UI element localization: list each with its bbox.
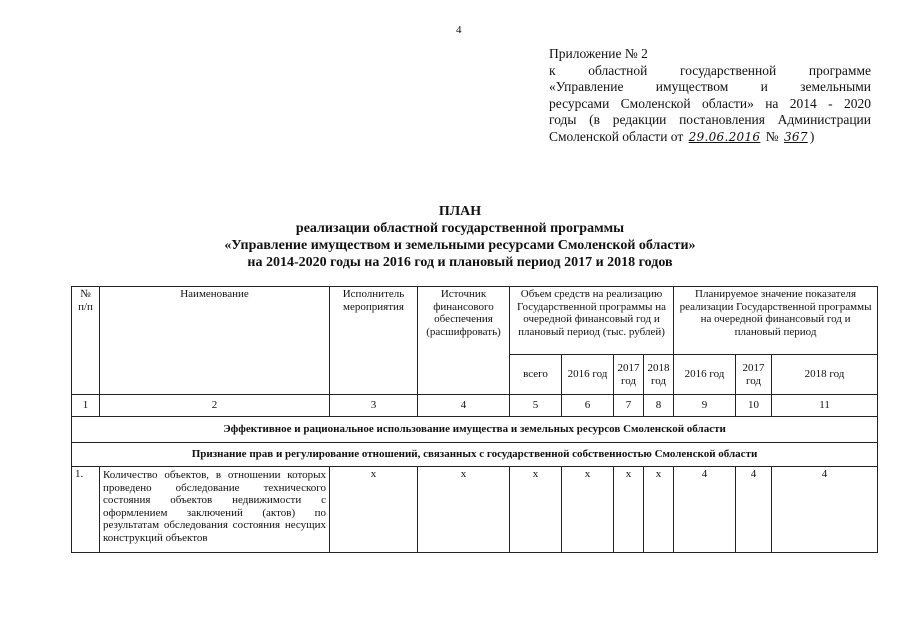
row-indicator-2018: 4 xyxy=(772,467,878,553)
column-number-row xyxy=(72,395,878,417)
column-number: 6 xyxy=(562,395,614,417)
header-indicator-2017: 2017 год xyxy=(736,355,772,395)
column-number: 8 xyxy=(644,395,674,417)
header-indicator: Планируемое значение показателя реализации Государственной программы на очередной финансовый год и плановый период xyxy=(674,287,878,355)
column-number: 9 xyxy=(674,395,736,417)
annex-line: Смоленской области от xyxy=(549,128,684,144)
section-row xyxy=(72,417,878,443)
header-source: Источник финансового обеспечения (расшифровать) xyxy=(418,287,510,395)
header-funding-2016: 2016 год xyxy=(562,355,614,395)
annex-line-date xyxy=(549,129,871,146)
row-indicator-2016: 4 xyxy=(674,467,736,553)
column-number: 2 xyxy=(100,395,330,417)
column-number: 7 xyxy=(614,395,644,417)
section-title: Эффективное и рациональное использование имущества и земельных ресурсов Смоленской области xyxy=(72,417,878,443)
row-executor: х xyxy=(330,467,418,553)
column-number: 5 xyxy=(510,395,562,417)
row-funding-2018: х xyxy=(644,467,674,553)
annex-line: годы (в редакции постановления Администрации xyxy=(549,112,871,127)
column-number: 3 xyxy=(330,395,418,417)
header-row xyxy=(72,287,878,355)
plan-table xyxy=(71,286,878,553)
title-line: реализации областной государственной программы xyxy=(295,221,625,236)
column-number: 1 xyxy=(72,395,100,417)
number-sign: № xyxy=(765,128,779,144)
header-total: всего xyxy=(510,355,562,395)
subsection-title: Признание прав и регулирование отношений, связанных с государственной собственностью Смоленской области xyxy=(72,443,878,467)
title-line: на 2014-2020 годы на 2016 год и плановый период 2017 и 2018 годов xyxy=(247,255,673,270)
header-indicator-2018: 2018 год xyxy=(772,355,878,395)
table-row xyxy=(72,467,878,553)
row-funding-2017: х xyxy=(614,467,644,553)
title-line: «Управление имуществом и земельными ресурсами Смоленской области» xyxy=(224,238,696,253)
column-number: 4 xyxy=(418,395,510,417)
annex-line: «Управление имуществом и земельными xyxy=(549,79,871,94)
closing-paren: ) xyxy=(809,128,815,144)
header-funding-2018: 2018 год xyxy=(644,355,674,395)
row-indicator-2017: 4 xyxy=(736,467,772,553)
row-total: х xyxy=(510,467,562,553)
column-number: 10 xyxy=(736,395,772,417)
subsection-row xyxy=(72,443,878,467)
document-title xyxy=(100,203,820,271)
column-number: 11 xyxy=(772,395,878,417)
header-funding: Объем средств на реализацию Государственной программы на очередной финансовый год и плановый период (тыс. рублей) xyxy=(510,287,674,355)
annex-line: ресурсами Смоленской области» на 2014 - 2020 xyxy=(549,95,871,111)
row-name: Количество объектов, в отношении которых проведено обследование технического состояния объектов недвижимости с оформлением заключений (актов) по результатам обследования состояния несущих конструкций объектов xyxy=(100,467,330,553)
annex-line: к областной государственной программе xyxy=(549,62,871,78)
handwritten-number: 367 xyxy=(784,129,808,144)
row-source: х xyxy=(418,467,510,553)
row-num: 1. xyxy=(72,467,100,553)
title-line: ПЛАН xyxy=(438,204,482,219)
page-number: 4 xyxy=(456,24,462,36)
header-executor: Исполнитель мероприятия xyxy=(330,287,418,395)
annex-title: Приложение № 2 xyxy=(549,46,648,61)
handwritten-date: 29.06.2016 xyxy=(688,129,761,144)
row-funding-2016: х xyxy=(562,467,614,553)
header-name: Наименование xyxy=(100,287,330,395)
annex-block xyxy=(549,46,871,145)
header-indicator-2016: 2016 год xyxy=(674,355,736,395)
header-funding-2017: 2017 год xyxy=(614,355,644,395)
header-num: № п/п xyxy=(72,287,100,395)
